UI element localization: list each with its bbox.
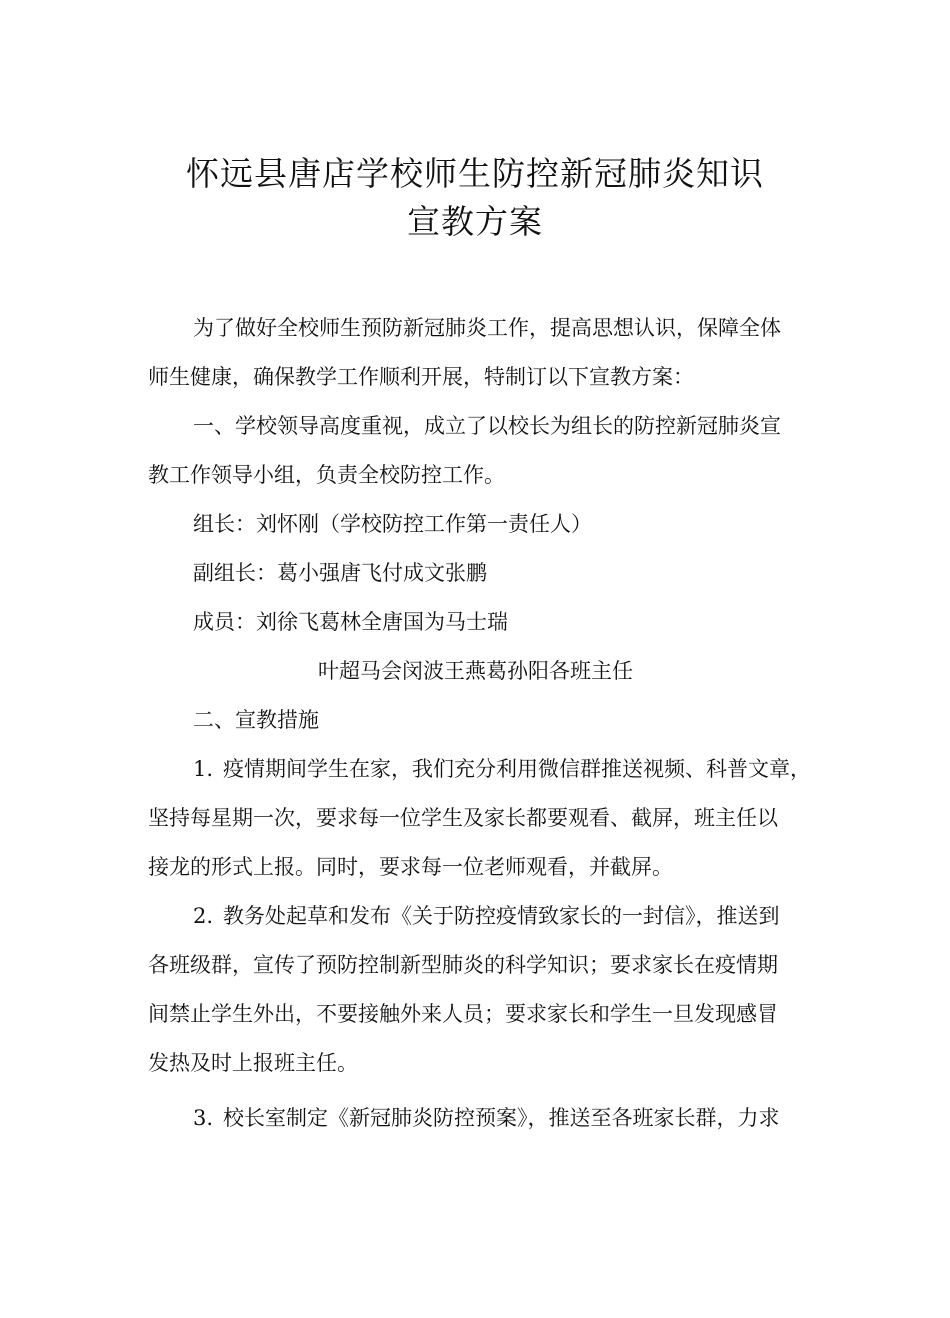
item3-line-1 bbox=[193, 1108, 780, 1129]
item3-text-1: 校长室制定《新冠肺炎防控预案》，推送至各班家长群，力求 bbox=[223, 1106, 780, 1130]
item2-number: 2. bbox=[193, 904, 214, 928]
section1-line-1: 一、学校领导高度重视，成立了以校长为组长的防控新冠肺炎宣 bbox=[193, 414, 781, 438]
section2-heading: 二、宣教措施 bbox=[193, 708, 319, 732]
item1-text-1: 疫情期间学生在家，我们充分利用微信群推送视频、科普文章， bbox=[223, 757, 812, 781]
item1-line-3: 接龙的形式上报。同时，要求每一位老师观看，并截屏。 bbox=[148, 855, 673, 879]
item1-line-2: 坚持每星期一次，要求每一位学生及家长都要观看、截屏，班主任以 bbox=[148, 806, 778, 830]
deputy-line: 副组长：葛小强唐飞付成文张鹏 bbox=[193, 561, 487, 585]
members-continued-line: 叶超马会闵波王燕葛孙阳各班主任 bbox=[318, 659, 633, 683]
item1-line-1 bbox=[193, 759, 811, 780]
item3-number: 3. bbox=[193, 1106, 214, 1130]
intro-line-2: 师生健康，确保教学工作顺利开展，特制订以下宣教方案： bbox=[148, 365, 694, 389]
leader-line: 组长：刘怀刚（学校防控工作第一责任人） bbox=[193, 512, 592, 536]
members-line: 成员：刘徐飞葛林全唐国为马士瑞 bbox=[193, 610, 508, 634]
section1-line-2: 教工作领导小组，负责全校防控工作。 bbox=[148, 463, 505, 487]
document-title-line-2: 宣教方案 bbox=[407, 202, 543, 241]
item2-line-2: 各班级群，宣传了预防控制新型肺炎的科学知识；要求家长在疫情期 bbox=[148, 953, 778, 977]
item1-number: 1. bbox=[193, 757, 214, 781]
item2-line-1 bbox=[193, 906, 780, 927]
item2-line-3: 间禁止学生外出，不要接触外来人员；要求家长和学生一旦发现感冒 bbox=[148, 1002, 778, 1026]
document-title-line-1: 怀远县唐店学校师生防控新冠肺炎知识 bbox=[186, 154, 764, 193]
item2-text-1: 教务处起草和发布《关于防控疫情致家长的一封信》，推送到 bbox=[223, 904, 780, 928]
item2-line-4: 发热及时上报班主任。 bbox=[148, 1051, 358, 1075]
intro-line-1: 为了做好全校师生预防新冠肺炎工作，提高思想认识，保障全体 bbox=[193, 316, 781, 340]
